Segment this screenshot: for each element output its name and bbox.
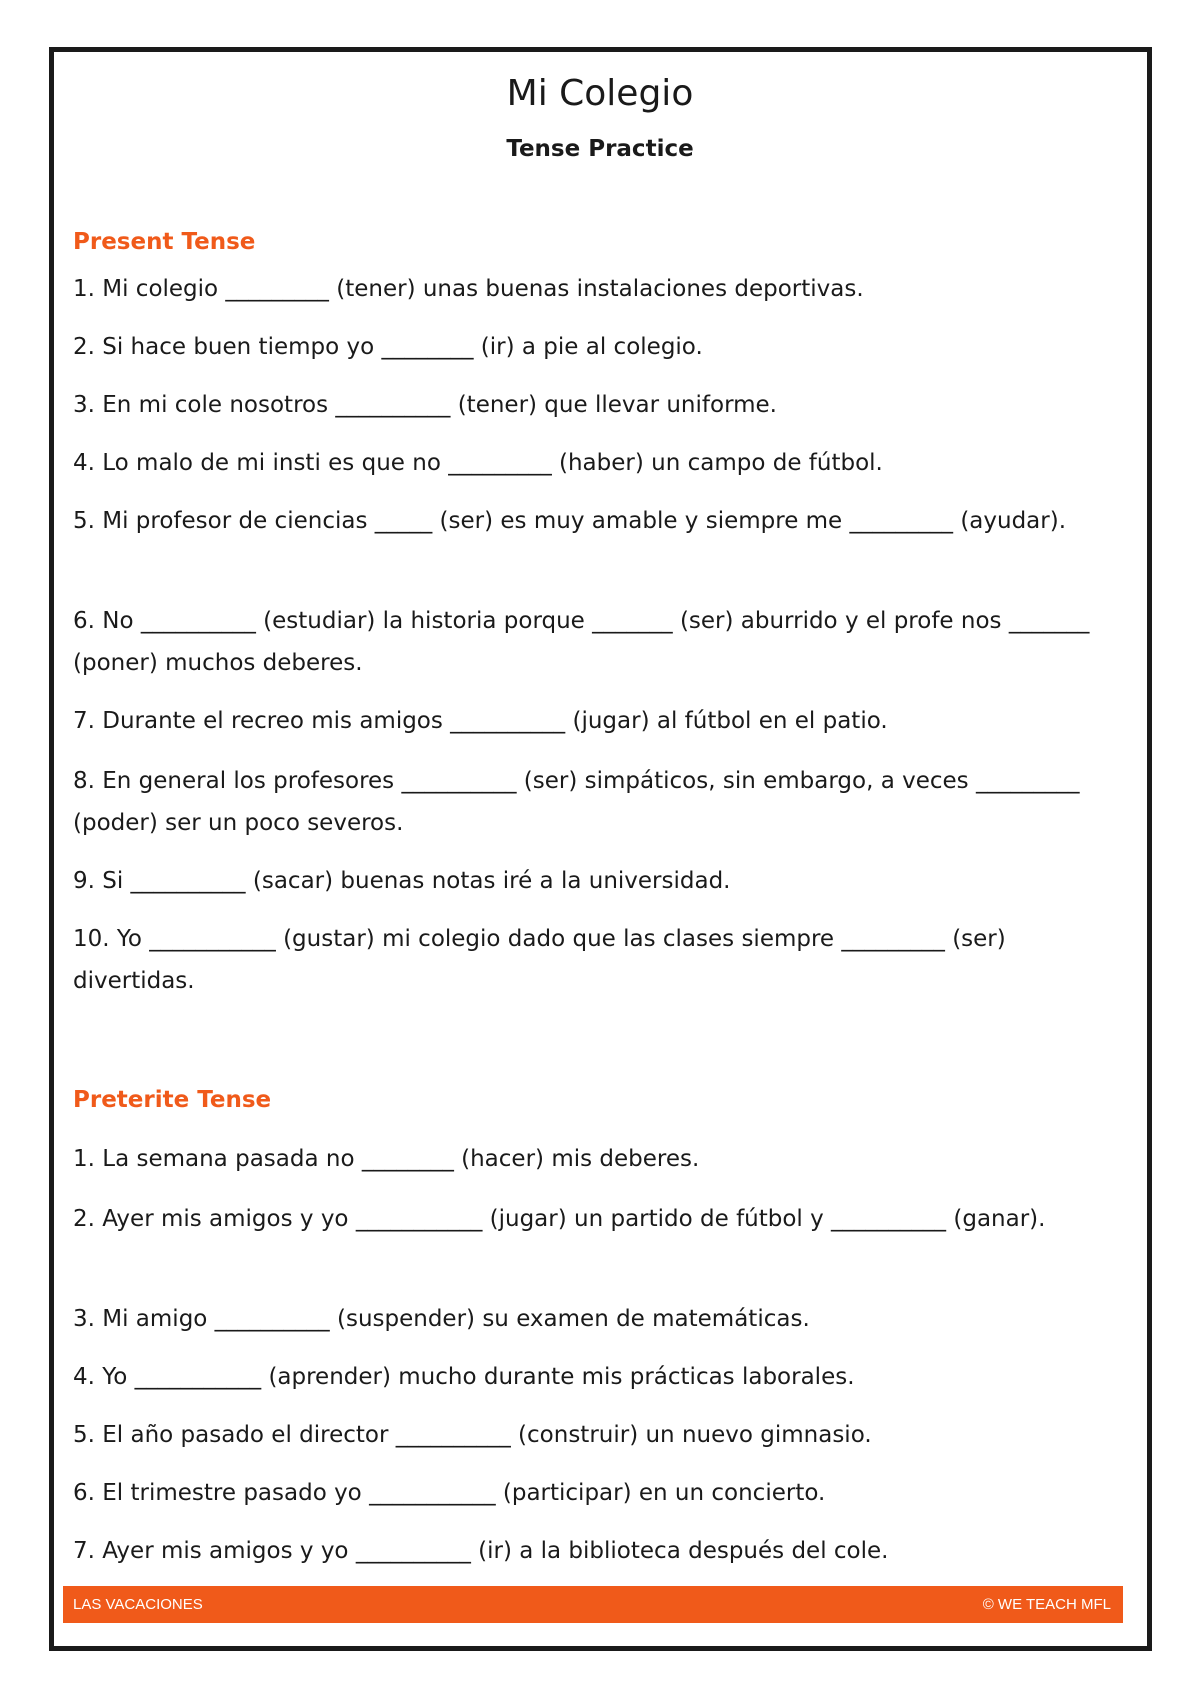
exercise-item: 10. Yo ___________ (gustar) mi colegio dado que las clases siempre _________ (ser) divertidas. <box>73 926 1014 994</box>
page-title: Mi Colegio <box>506 73 694 114</box>
exercise-item: 6. El trimestre pasado yo ___________ (participar) en un concierto. <box>73 1480 826 1506</box>
footer-bar <box>63 1586 1123 1623</box>
page-subtitle: Tense Practice <box>506 136 694 162</box>
exercise-item: 5. Mi profesor de ciencias _____ (ser) es muy amable y siempre me _________ (ayudar). <box>73 508 1067 534</box>
exercise-item: 6. No __________ (estudiar) la historia porque _______ (ser) aburrido y el profe nos _______ (poner) muchos deberes. <box>73 608 1097 676</box>
exercise-item: 8. En general los profesores __________ (ser) simpáticos, sin embargo, a veces _________ (poder) ser un poco severos. <box>73 768 1087 836</box>
exercise-item: 2. Ayer mis amigos y yo ___________ (jugar) un partido de fútbol y __________ (ganar). <box>73 1206 1046 1232</box>
exercise-item: 3. En mi cole nosotros __________ (tener) que llevar uniforme. <box>73 392 777 418</box>
exercise-item: 1. Mi colegio _________ (tener) unas buenas instalaciones deportivas. <box>73 276 864 302</box>
footer-left-text: LAS VACACIONES <box>73 1596 203 1613</box>
footer-right-text: © WE TEACH MFL <box>982 1596 1111 1613</box>
exercise-item: 1. La semana pasada no ________ (hacer) mis deberes. <box>73 1146 700 1172</box>
exercise-item: 4. Yo ___________ (aprender) mucho durante mis prácticas laborales. <box>73 1364 855 1390</box>
exercise-item: 7. Durante el recreo mis amigos __________ (jugar) al fútbol en el patio. <box>73 708 888 734</box>
exercise-item: 3. Mi amigo __________ (suspender) su examen de matemáticas. <box>73 1306 810 1332</box>
exercise-item: 4. Lo malo de mi insti es que no _________ (haber) un campo de fútbol. <box>73 450 883 476</box>
exercise-item: 9. Si __________ (sacar) buenas notas iré a la universidad. <box>73 868 731 894</box>
exercise-item: 2. Si hace buen tiempo yo ________ (ir) a pie al colegio. <box>73 334 703 360</box>
exercise-item: 7. Ayer mis amigos y yo __________ (ir) a la biblioteca después del cole. <box>73 1538 889 1564</box>
section-heading-present: Present Tense <box>73 229 256 255</box>
section-heading-preterite: Preterite Tense <box>73 1087 272 1113</box>
exercise-item: 5. El año pasado el director __________ (construir) un nuevo gimnasio. <box>73 1422 872 1448</box>
